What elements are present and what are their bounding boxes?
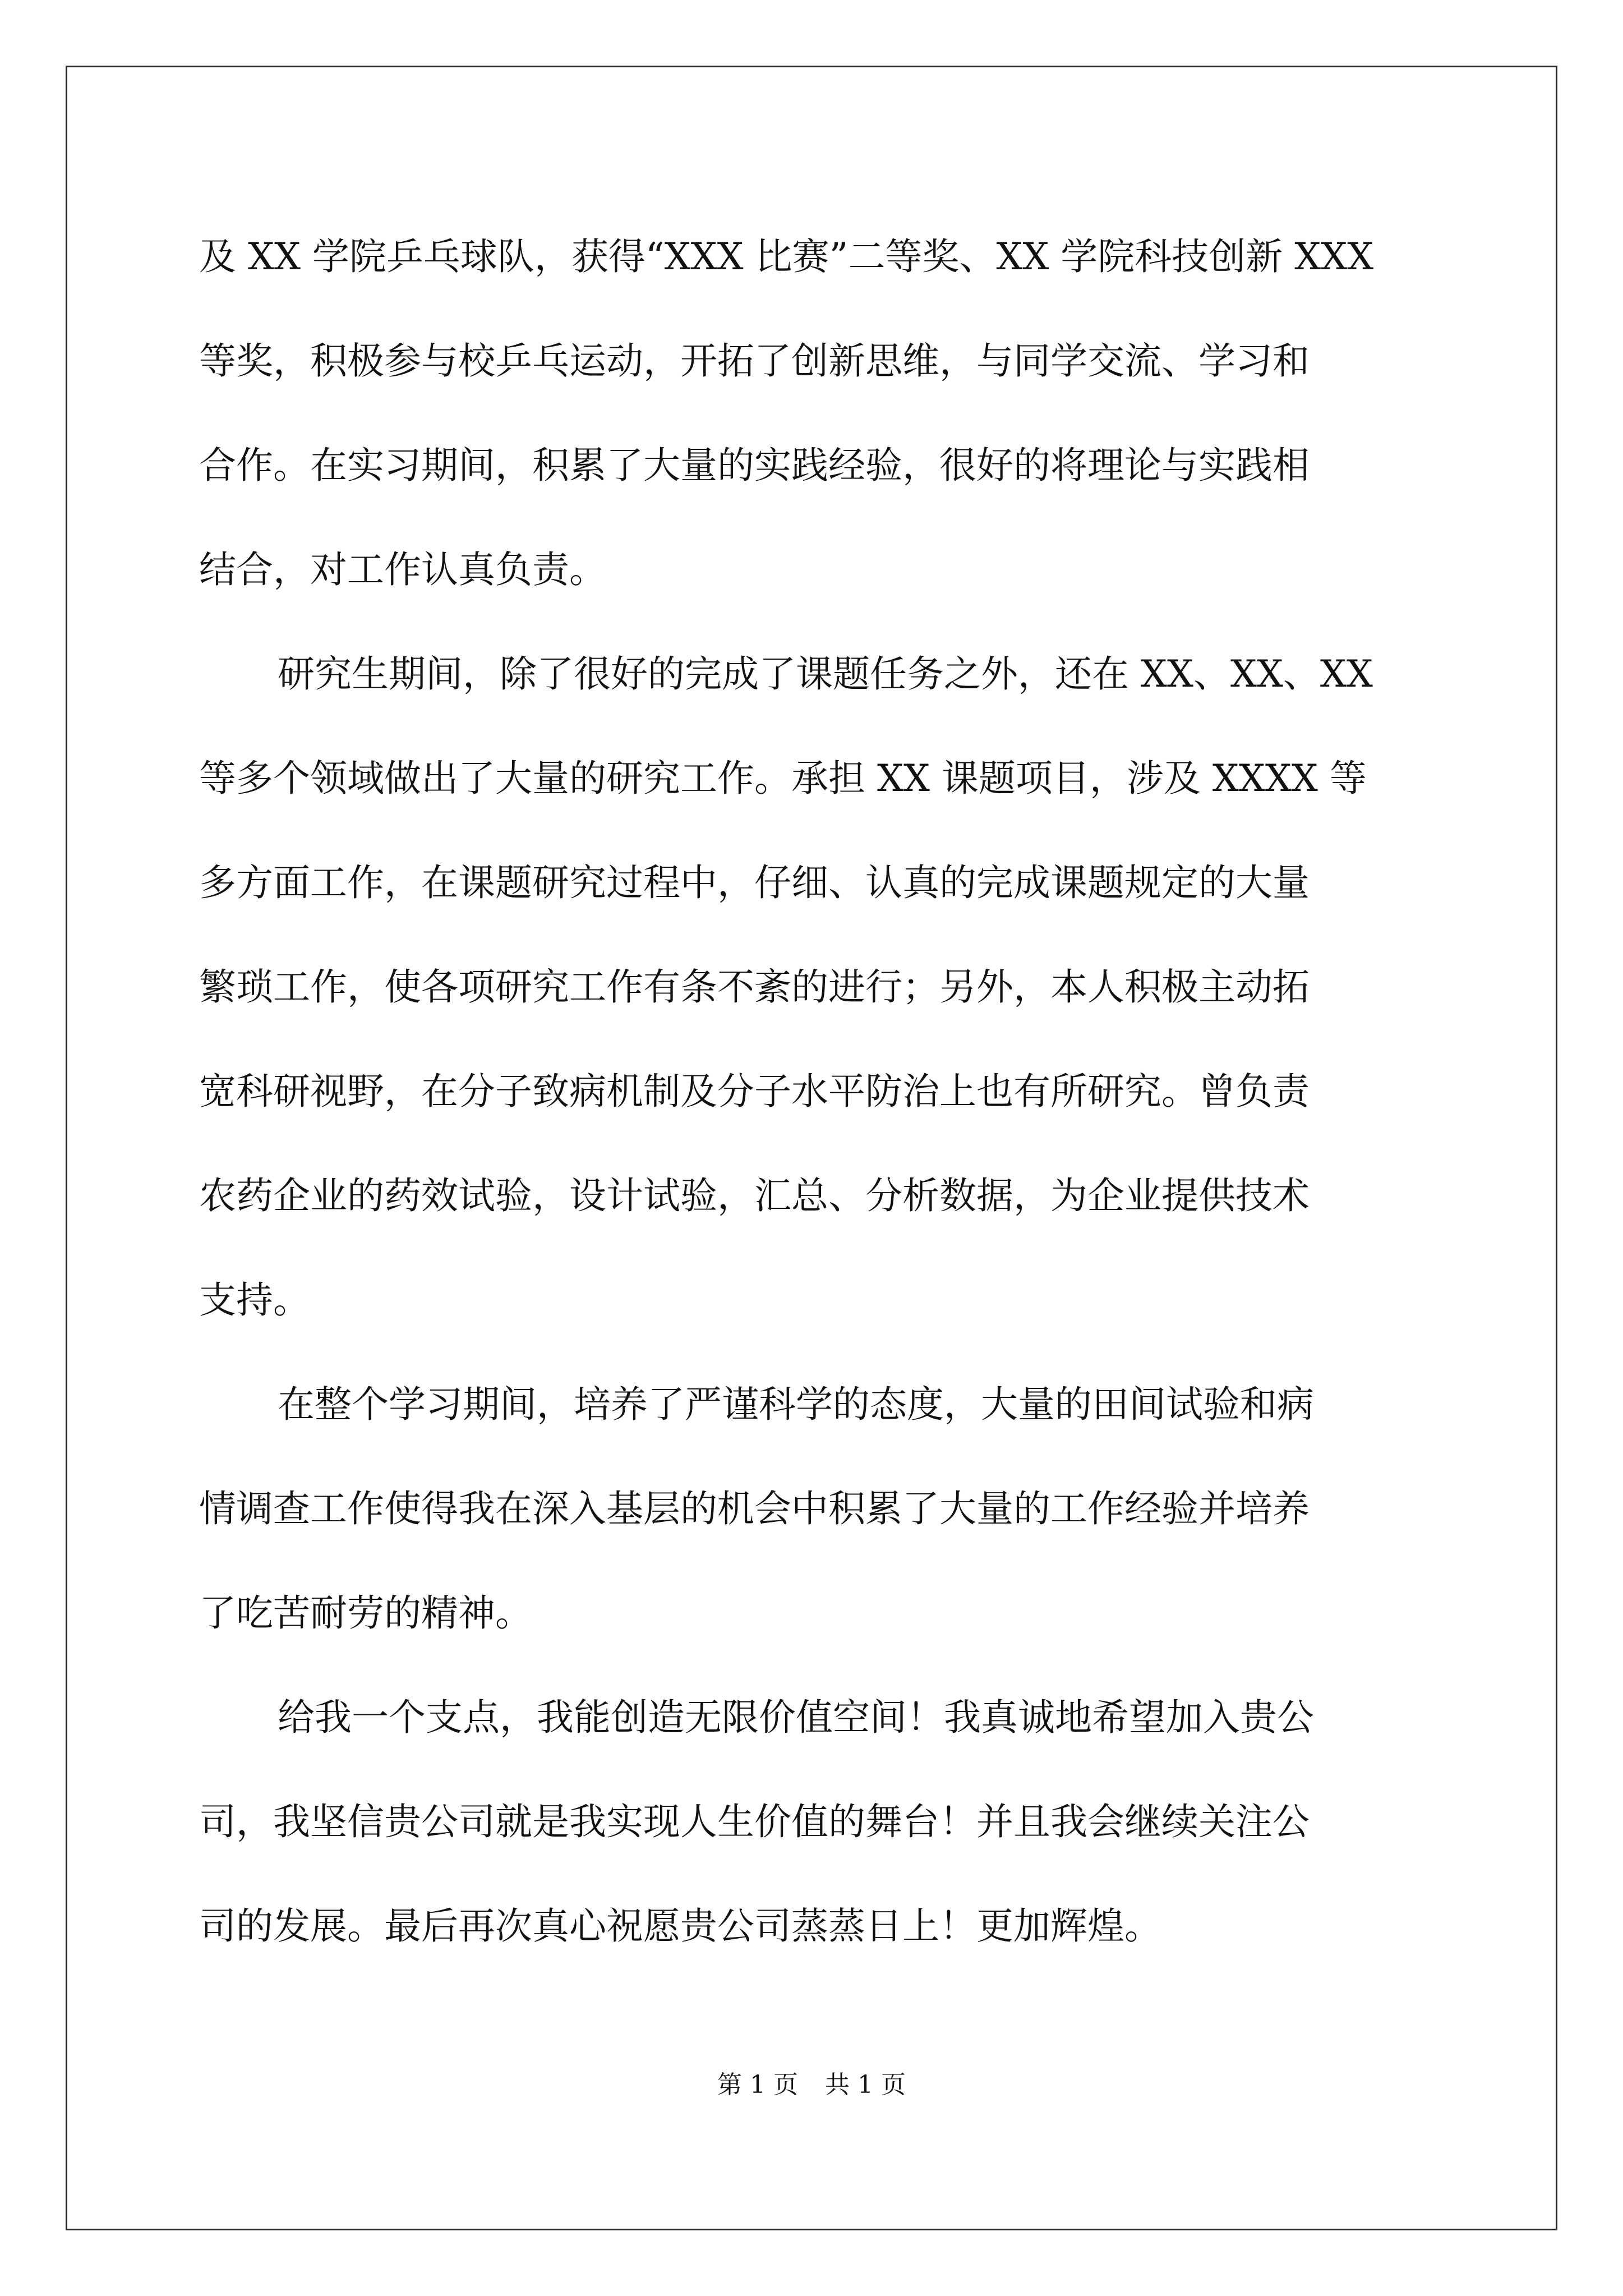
text-line: 了吃苦耐劳的精神。 [199, 1591, 532, 1635]
text-line: 在整个学习期间，培养了严谨科学的态度，大量的田间试验和病 [278, 1383, 1314, 1426]
text-line: 等奖，积极参与校乒乓运动，开拓了创新思维，与同学交流、学习和 [199, 339, 1310, 383]
text-line: 情调查工作使得我在深入基层的机会中积累了大量的工作经验并培养 [199, 1487, 1310, 1530]
text-line: 合作。在实习期间，积累了大量的实践经验，很好的将理论与实践相 [199, 444, 1310, 487]
text-line: 支持。 [199, 1278, 310, 1322]
page-footer [0, 2064, 1623, 2100]
text-line: 及 XX 学院乒乓球队，获得“XXX 比赛”二等奖、XX 学院科技创新 XXX [199, 235, 1374, 278]
text-line: 等多个领域做出了大量的研究工作。承担 XX 课题项目，涉及 XXXX 等 [199, 757, 1367, 800]
text-line: 农药企业的药效试验，设计试验，汇总、分析数据，为企业提供技术 [199, 1174, 1310, 1217]
paragraph-2 [199, 622, 1430, 1352]
page-number: 第 1 页 [717, 2070, 798, 2099]
text-line: 多方面工作，在课题研究过程中，仔细、认真的完成课题规定的大量 [199, 861, 1310, 904]
text-line: 司的发展。最后再次真心祝愿贵公司蒸蒸日上！更加辉煌。 [199, 1904, 1161, 1948]
page-total: 共 1 页 [825, 2070, 906, 2099]
document-body [199, 205, 1430, 1978]
paragraph-4 [199, 1665, 1430, 1978]
text-line: 繁琐工作，使各项研究工作有条不紊的进行；另外，本人积极主动拓 [199, 965, 1310, 1009]
paragraph-1 [199, 205, 1430, 622]
text-line: 司，我坚信贵公司就是我实现人生价值的舞台！并且我会继续关注公 [199, 1800, 1310, 1843]
text-line: 给我一个支点，我能创造无限价值空间！我真诚地希望加入贵公 [278, 1696, 1314, 1739]
paragraph-3 [199, 1352, 1430, 1665]
text-line: 宽科研视野，在分子致病机制及分子水平防治上也有所研究。曾负责 [199, 1070, 1310, 1113]
text-line: 研究生期间，除了很好的完成了课题任务之外，还在 XX、XX、XX [278, 652, 1373, 696]
text-line: 结合，对工作认真负责。 [199, 548, 606, 591]
